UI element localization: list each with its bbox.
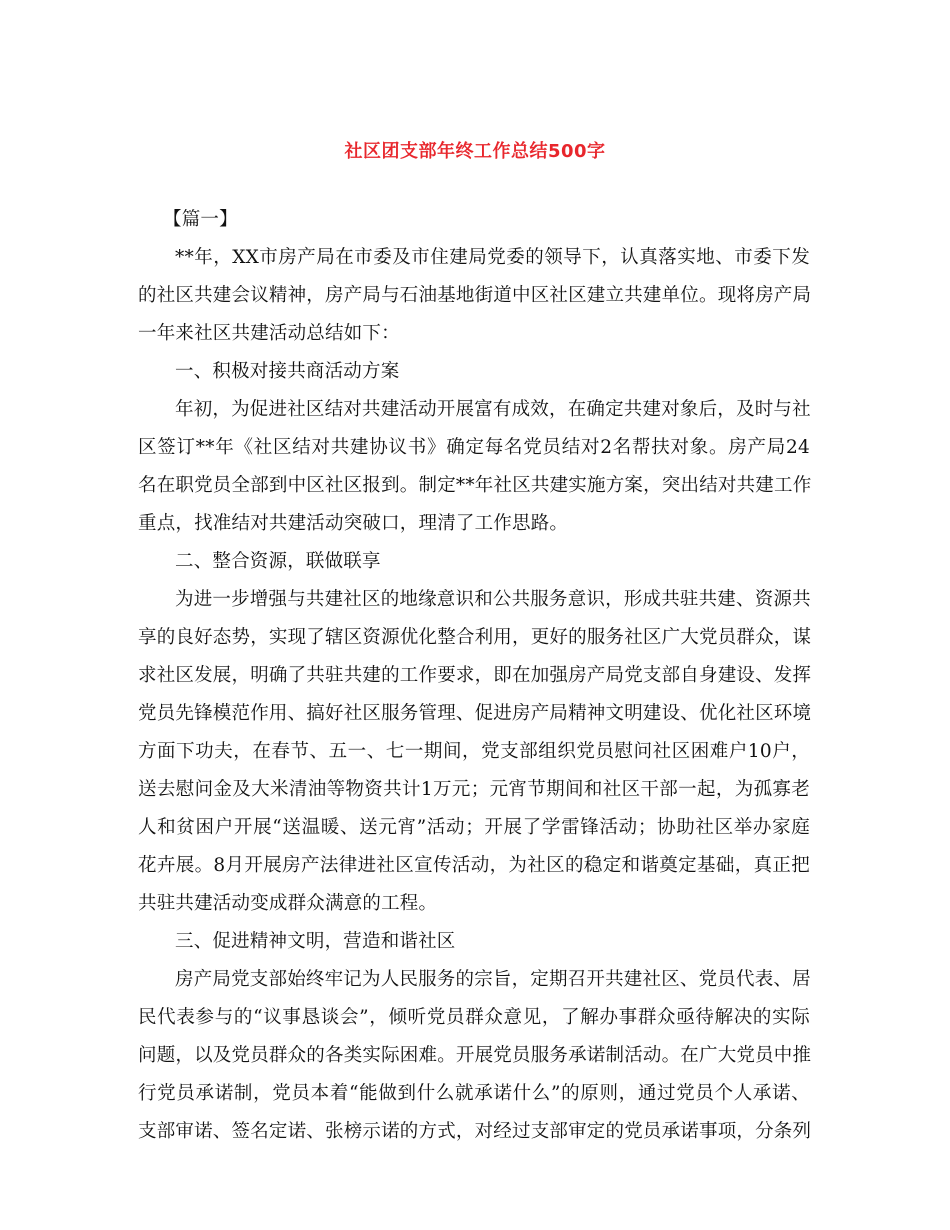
paragraph-line: 区签订**年《社区结对共建协议书》确定每名党员结对2名帮扶对象。房产局24: [138, 437, 810, 458]
paragraph-line: 人和贫困户开展“送温暖、送元宵”活动；开展了学雷锋活动；协助社区举办家庭: [138, 817, 810, 838]
paragraph-line: 问题，以及党员群众的各类实际困难。开展党员服务承诺制活动。在广大党员中推: [138, 1045, 812, 1066]
section-heading: 一、积极对接共商活动方案: [175, 361, 400, 382]
paragraph-line: 一年来社区共建活动总结如下：: [138, 323, 400, 344]
paragraph-line: 重点，找准结对共建活动突破口，理清了工作思路。: [138, 513, 569, 534]
paragraph-line: 求社区发展，明确了共驻共建的工作要求，即在加强房产局党支部自身建设、发挥: [138, 665, 812, 686]
paragraph-line: 房产局党支部始终牢记为人民服务的宗旨，定期召开共建社区、党员代表、居: [175, 969, 811, 990]
paragraph-line: 行党员承诺制，党员本着“能做到什么就承诺什么”的原则，通过党员个人承诺、: [138, 1083, 810, 1104]
paragraph-line: **年，XX市房产局在市委及市住建局党委的领导下，认真落实地、市委下发: [175, 247, 810, 268]
paragraph-line: 年初，为促进社区结对共建活动开展富有成效，在确定共建对象后，及时与社: [175, 399, 811, 420]
paragraph-line: 享的良好态势，实现了辖区资源优化整合利用，更好的服务社区广大党员群众，谋: [138, 627, 812, 648]
paragraph-line: 方面下功夫，在春节、五一、七一期间，党支部组织党员慰问社区困难户10户，: [138, 741, 810, 762]
document-title: 社区团支部年终工作总结500字: [344, 141, 606, 162]
section-heading: 三、促进精神文明，营造和谐社区: [175, 931, 456, 952]
paragraph-line: 党员先锋模范作用、搞好社区服务管理、促进房产局精神文明建设、优化社区环境: [138, 703, 812, 724]
paragraph-line: 共驻共建活动变成群众满意的工程。: [138, 893, 438, 914]
paragraph-line: 名在职党员全部到中区社区报到。制定**年社区共建实施方案，突出结对共建工作: [138, 475, 812, 496]
paragraph-line: 为进一步增强与共建社区的地缘意识和公共服务意识，形成共驻共建、资源共: [175, 589, 811, 610]
document-body: [138, 201, 810, 1151]
paragraph-line: 花卉展。8月开展房产法律进社区宣传活动，为社区的稳定和谐奠定基础，真正把: [138, 855, 810, 876]
paragraph-line: 的社区共建会议精神，房产局与石油基地街道中区社区建立共建单位。现将房产局: [138, 285, 812, 306]
paragraph-line: 支部审诺、签名定诺、张榜示诺的方式，对经过支部审定的党员承诺事项，分条列: [138, 1121, 812, 1142]
paragraph-line: 民代表参与的“议事恳谈会”，倾听党员群众意见，了解办事群众亟待解决的实际: [138, 1007, 810, 1028]
paragraph-line: 送去慰问金及大米清油等物资共计1万元；元宵节期间和社区干部一起，为孤寡老: [138, 779, 810, 800]
section-heading: 二、整合资源，联做联享: [175, 551, 381, 572]
paragraph-line: 【篇一】: [163, 209, 238, 230]
